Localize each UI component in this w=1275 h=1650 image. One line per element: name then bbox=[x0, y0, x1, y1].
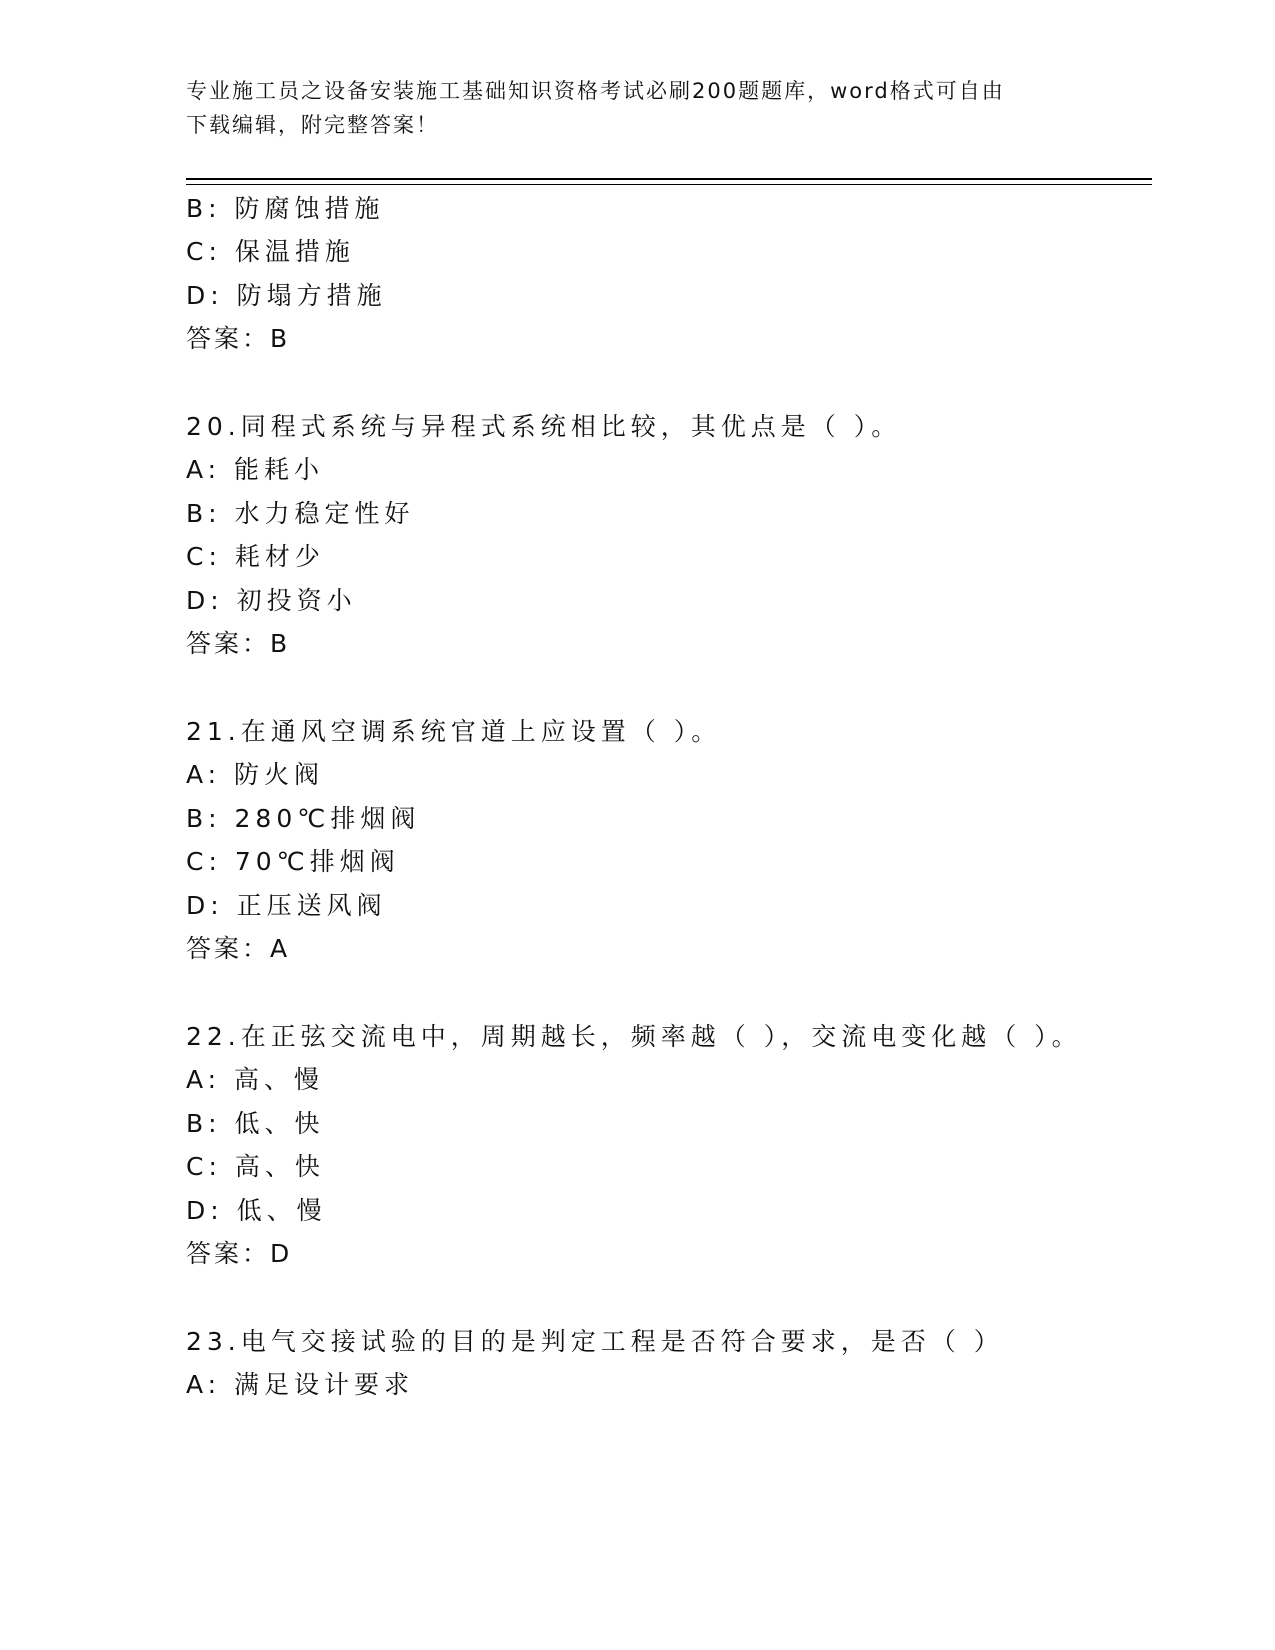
answer-line: 答案：B bbox=[186, 629, 291, 658]
option-d: D: 低、慢 bbox=[186, 1196, 327, 1225]
option-b: B: 水力稳定性好 bbox=[186, 499, 415, 528]
header-line-1: 专业施工员之设备安装施工基础知识资格考试必刷200题题库，word格式可自由 bbox=[186, 79, 1005, 103]
answer-line: 答案：A bbox=[186, 934, 291, 963]
question-stem: 22.在正弦交流电中，周期越长，频率越（ ），交流电变化越（ ）。 bbox=[186, 1022, 1082, 1051]
option-c: C: 高、快 bbox=[186, 1152, 325, 1181]
option-d: D: 初投资小 bbox=[186, 586, 357, 615]
header-line-2: 下载编辑，附完整答案！ bbox=[186, 113, 439, 137]
document-header bbox=[186, 74, 1086, 142]
question-stem: 21.在通风空调系统官道上应设置（ ）。 bbox=[186, 717, 722, 746]
option-a: A: 防火阀 bbox=[186, 760, 325, 789]
option-b: B: 280℃排烟阀 bbox=[186, 804, 421, 833]
option-d: D: 正压送风阀 bbox=[186, 891, 387, 920]
question-stem: 20.同程式系统与异程式系统相比较，其优点是（ ）。 bbox=[186, 412, 902, 441]
option-b: B: 低、快 bbox=[186, 1109, 325, 1138]
option-a: A: 高、慢 bbox=[186, 1065, 325, 1094]
option-c: C: 保温措施 bbox=[186, 237, 355, 266]
question-stem: 23.电气交接试验的目的是判定工程是否符合要求，是否（ ） bbox=[186, 1327, 1004, 1356]
header-divider-thick bbox=[186, 178, 1152, 180]
option-b: B: 防腐蚀措施 bbox=[186, 194, 385, 223]
option-d: D: 防塌方措施 bbox=[186, 281, 387, 310]
option-a: A: 满足设计要求 bbox=[186, 1370, 415, 1399]
answer-line: 答案：B bbox=[186, 324, 291, 353]
option-c: C: 70℃排烟阀 bbox=[186, 847, 400, 876]
header-divider-thin bbox=[186, 184, 1152, 185]
option-c: C: 耗材少 bbox=[186, 542, 325, 571]
answer-line: 答案：D bbox=[186, 1239, 293, 1268]
option-a: A: 能耗小 bbox=[186, 455, 325, 484]
